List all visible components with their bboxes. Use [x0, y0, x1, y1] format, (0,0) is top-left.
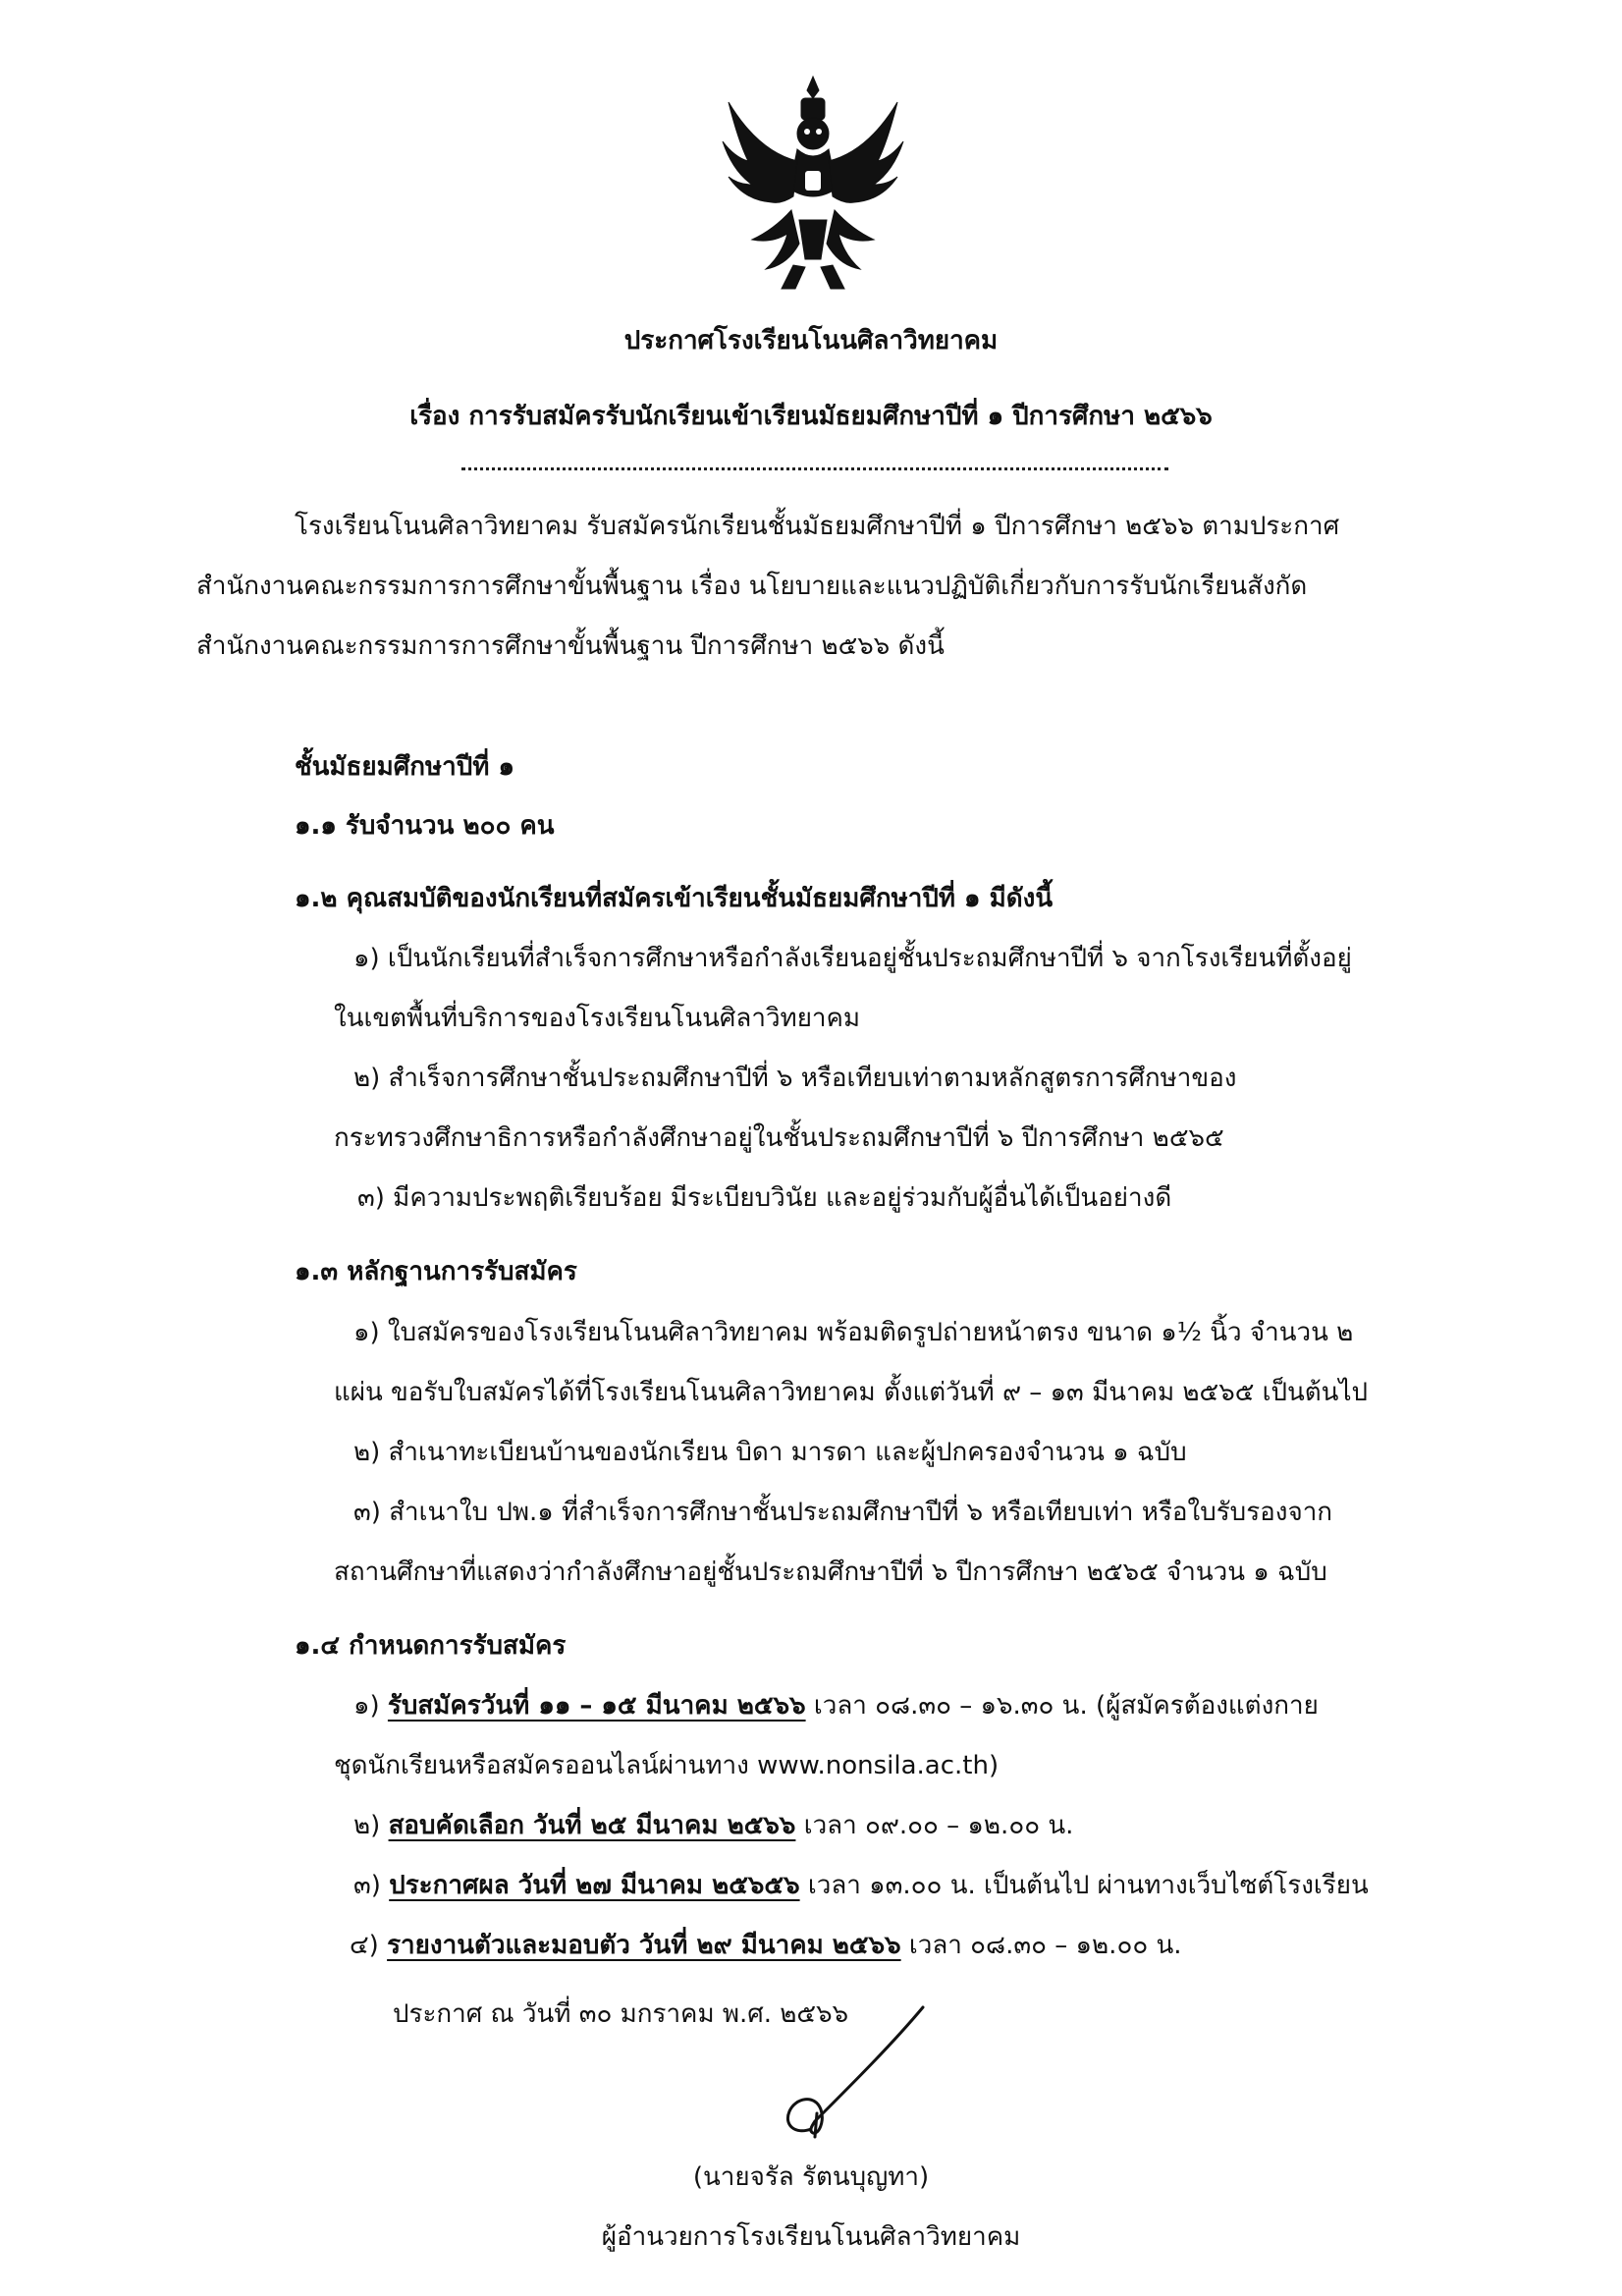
section-1-4-heading: ๑.๔ กำหนดการรับสมัคร: [295, 1631, 567, 1661]
announcement-title: ประกาศโรงเรียนโนนศิลาวิทยาคม: [623, 326, 999, 355]
level-heading: ชั้นมัธยมศึกษาปีที่ ๑: [295, 752, 514, 782]
schedule-date: รับสมัครวันที่ ๑๑ – ๑๕ มีนาคม ๒๕๖๖: [387, 1691, 806, 1721]
evidence-item: ๓) สำเนาใบ ปพ.๑ ที่สำเร็จการศึกษาชั้นประถมศึกษาปีที่ ๖ หรือเทียบเท่า หรือใบรับรองจาก: [353, 1498, 1333, 1527]
qualification-item: กระทรวงศึกษาธิการหรือกำลังศึกษาอยู่ในชั้นประถมศึกษาปีที่ ๖ ปีการศึกษา ๒๕๖๕: [334, 1123, 1224, 1153]
schedule-time: เวลา ๐๘.๓๐ – ๑๒.๐๐ น.: [908, 1931, 1182, 1960]
section-1-2-heading: ๑.๒ คุณสมบัติของนักเรียนที่สมัครเข้าเรียนชั้นมัธยมศึกษาปีที่ ๑ มีดังนี้: [295, 884, 1054, 913]
intro-line-1: โรงเรียนโนนศิลาวิทยาคม รับสมัครนักเรียนชั้นมัธยมศึกษาปีที่ ๑ ปีการศึกษา ๒๕๖๖ ตามประกาศ: [295, 512, 1340, 541]
schedule-date: รายงานตัวและมอบตัว วันที่ ๒๙ มีนาคม ๒๕๖๖: [387, 1931, 901, 1960]
dotted-divider: [461, 467, 1168, 470]
intro-line-3: สำนักงานคณะกรรมการการศึกษาขั้นพื้นฐาน ปีการศึกษา ๒๕๖๖ ดังนี้: [196, 631, 945, 661]
section-1-3-heading: ๑.๓ หลักฐานการรับสมัคร: [295, 1257, 577, 1286]
intro-line-2: สำนักงานคณะกรรมการการศึกษาขั้นพื้นฐาน เรื่อง นโยบายและแนวปฏิบัติเกี่ยวกับการรับนักเรียนสังกัด: [196, 572, 1308, 601]
evidence-item: ๒) สำเนาทะเบียนบ้านของนักเรียน บิดา มารดา และผู้ปกครองจำนวน ๑ ฉบับ: [353, 1438, 1187, 1467]
garuda-emblem-icon: [715, 73, 911, 293]
signer-position: ผู้อำนวยการโรงเรียนโนนศิลาวิทยาคม: [601, 2222, 1021, 2252]
evidence-item: แผ่น ขอรับใบสมัครได้ที่โรงเรียนโนนศิลาวิทยาคม ตั้งแต่วันที่ ๙ – ๑๓ มีนาคม ๒๕๖๕ เป็นต้นไป: [334, 1378, 1369, 1407]
evidence-item: สถานศึกษาที่แสดงว่ากำลังศึกษาอยู่ชั้นประถมศึกษาปีที่ ๖ ปีการศึกษา ๒๕๖๕ จำนวน ๑ ฉบับ: [334, 1558, 1327, 1587]
qualification-item: ๓) มีความประพฤติเรียบร้อย มีระเบียบวินัย และอยู่ร่วมกับผู้อื่นได้เป็นอย่างดี: [357, 1183, 1172, 1213]
announcement-subject: เรื่อง การรับสมัครรับนักเรียนเข้าเรียนมัธยมศึกษาปีที่ ๑ ปีการศึกษา ๒๕๖๖: [409, 402, 1213, 431]
schedule-item-1-continued: ชุดนักเรียนหรือสมัครออนไลน์ผ่านทาง www.nonsila.ac.th): [334, 1751, 1000, 1780]
schedule-date: ประกาศผล วันที่ ๒๗ มีนาคม ๒๕๖๕๖: [389, 1871, 800, 1900]
schedule-item-2: [353, 1805, 1073, 1845]
announcement-date: ประกาศ ณ วันที่ ๓๐ มกราคม พ.ศ. ๒๕๖๖: [393, 1999, 849, 2029]
schedule-number: ๑): [353, 1691, 380, 1721]
evidence-item: ๑) ใบสมัครของโรงเรียนโนนศิลาวิทยาคม พร้อมติดรูปถ่ายหน้าตรง ขนาด ๑½ นิ้ว จำนวน ๒: [353, 1318, 1354, 1347]
section-1-1: ๑.๑ รับจำนวน ๒๐๐ คน: [295, 811, 555, 841]
schedule-number: ๓): [353, 1871, 381, 1900]
qualification-item: ในเขตพื้นที่บริการของโรงเรียนโนนศิลาวิทยาคม: [334, 1004, 861, 1033]
schedule-item-4: [350, 1925, 1182, 1965]
schedule-date: สอบคัดเลือก วันที่ ๒๕ มีนาคม ๒๕๖๖: [388, 1811, 796, 1840]
schedule-item-1: [353, 1685, 1319, 1725]
signer-name: (นายจรัล รัตนบุญทา): [692, 2162, 930, 2192]
schedule-number: ๒): [353, 1811, 381, 1840]
handwritten-signature-icon: [756, 2003, 933, 2141]
schedule-number: ๔): [350, 1931, 379, 1960]
schedule-time: เวลา ๐๘.๓๐ – ๑๖.๓๐ น. (ผู้สมัครต้องแต่งกาย: [813, 1691, 1319, 1721]
schedule-time: เวลา ๑๓.๐๐ น. เป็นต้นไป ผ่านทางเว็บไซต์โรงเรียน: [807, 1871, 1369, 1900]
schedule-time: เวลา ๐๙.๐๐ – ๑๒.๐๐ น.: [803, 1811, 1074, 1840]
schedule-item-3: [353, 1865, 1369, 1905]
qualification-item: ๒) สำเร็จการศึกษาชั้นประถมศึกษาปีที่ ๖ หรือเทียบเท่าตามหลักสูตรการศึกษาของ: [353, 1064, 1237, 1093]
qualification-item: ๑) เป็นนักเรียนที่สำเร็จการศึกษาหรือกำลังเรียนอยู่ชั้นประถมศึกษาปีที่ ๖ จากโรงเรียนที่ตั้งอยู่: [353, 944, 1352, 973]
